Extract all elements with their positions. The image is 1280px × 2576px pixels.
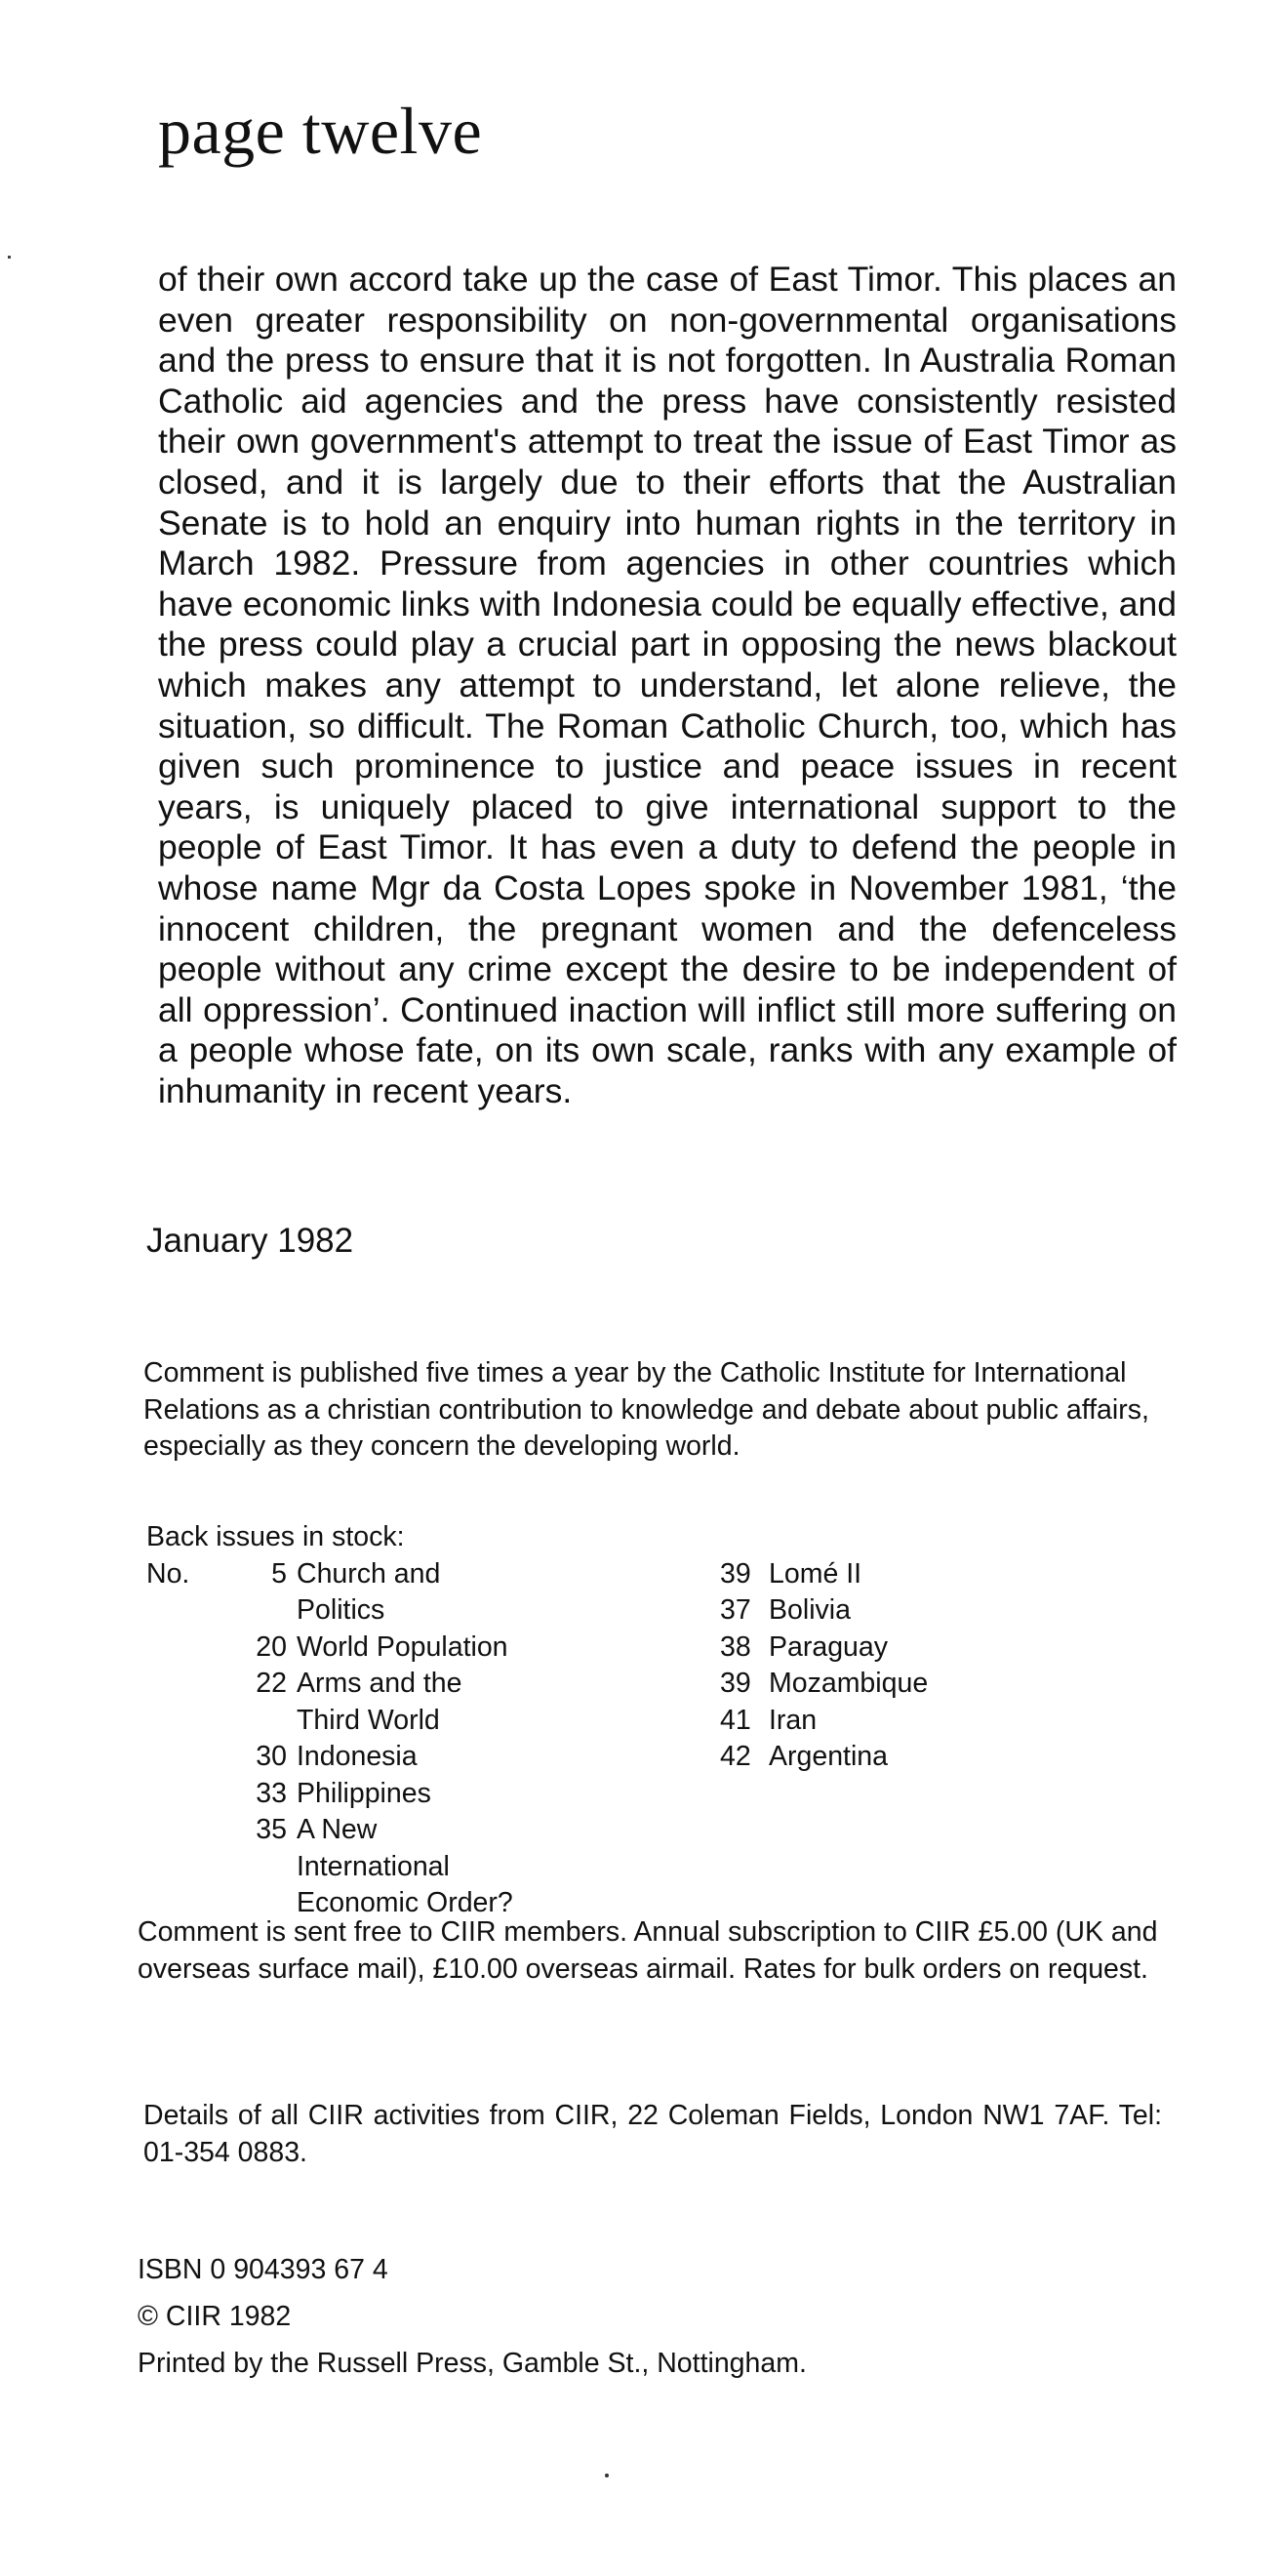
issue-number: 33 — [256, 1777, 287, 1809]
back-issues-right-column — [720, 1556, 1110, 1776]
subscription-info: Comment is sent free to CIIR members. Annual subscription to CIIR £5.00 (UK and overseas surface mail), £10.00 overseas airmail. Rates for bulk orders on request. — [138, 1916, 1158, 1985]
issue-title: Philippines — [297, 1777, 431, 1809]
isbn: ISBN 0 904393 67 4 — [138, 2254, 388, 2285]
list-item — [720, 1703, 1110, 1740]
colophon — [138, 2246, 1113, 2387]
issue-number: 42 — [720, 1741, 751, 1772]
issue-number: 39 — [720, 1668, 751, 1699]
printer-credit: Printed by the Russell Press, Gamble St., Nottingham. — [138, 2348, 807, 2379]
issue-title: Church and Politics — [297, 1557, 441, 1626]
issue-title: World Population — [297, 1630, 508, 1663]
list-item — [238, 1666, 784, 1739]
issue-title: A New International Economic Order? — [297, 1814, 513, 1918]
issue-number: 39 — [720, 1557, 751, 1590]
copyright: © CIIR 1982 — [138, 2301, 292, 2332]
issue-title: Bolivia — [769, 1594, 851, 1626]
list-item — [238, 1556, 784, 1630]
back-issues-columns — [146, 1556, 1180, 1918]
issue-number-label: No. — [146, 1557, 190, 1590]
list-item — [720, 1630, 1110, 1667]
list-item — [238, 1739, 784, 1776]
issue-number: 41 — [720, 1704, 751, 1736]
list-item — [238, 1812, 784, 1922]
issue-number: 38 — [720, 1630, 751, 1663]
page-dot — [605, 2474, 609, 2477]
issue-title: Lomé II — [769, 1557, 862, 1590]
list-item — [238, 1630, 784, 1667]
issue-title: Argentina — [769, 1741, 889, 1772]
back-issues-title: Back issues in stock: — [146, 1521, 405, 1552]
issue-number: 20 — [256, 1630, 287, 1663]
issue-title: Iran — [769, 1704, 818, 1736]
body-paragraph: of their own accord take up the case of East Timor. This places an even greater responsibility on non-governmental organisations and the press to ensure that it is not forgotten. In Australia Roman Catholic aid agencies and the press have consistently resisted their own government's attempt to treat the issue of East Timor as closed, and it is largely due to their efforts that the Australian Senate is to hold an enquiry into human rights in the territory in March 1982. Pressure from agencies in other countries which have economic links with Indonesia could be equally effective, and the press could play a crucial part in opposing the news blackout which makes any attempt to understand, let alone relieve, the situation, so difficult. The Roman Catholic Church, too, which has given such prominence to justice and peace issues in recent years, is uniquely placed to give international support to the people of East Timor. It has even a duty to defend the people in whose name Mgr da Costa Lopes spoke in November 1981, ‘the innocent children, the pregnant women and the defenceless people without any crime except the desire to be independent of all oppression’. Continued inaction will inflict still more suffering on a people whose fate, on its own scale, ranks with any example of inhumanity in recent years. — [158, 260, 1177, 1110]
list-item — [720, 1592, 1110, 1630]
issue-number: 30 — [256, 1741, 287, 1772]
issue-number: 22 — [256, 1668, 287, 1699]
contact-details: Details of all CIIR activities from CIIR, 22 Coleman Fields, London NW1 7AF. Tel: 01-354 0883. — [143, 2100, 1162, 2168]
issue-title: Arms and the Third World — [297, 1668, 462, 1736]
back-issues-left-column — [238, 1556, 784, 1922]
scan-mark — [8, 256, 11, 259]
issue-number: 37 — [720, 1594, 751, 1626]
issue-number: 35 — [256, 1814, 287, 1845]
list-item — [720, 1556, 1110, 1593]
about-publication: Comment is published five times a year by the Catholic Institute for International Relations as a christian contribution to knowledge and debate about public affairs, especially as they concern the developing world. — [143, 1357, 1149, 1462]
issue-title: Indonesia — [297, 1741, 418, 1772]
list-item — [720, 1666, 1110, 1703]
list-item — [238, 1776, 784, 1813]
issue-title: Mozambique — [769, 1668, 929, 1699]
page-heading: page twelve — [158, 94, 483, 168]
issue-title: Paraguay — [769, 1630, 889, 1663]
date-line: January 1982 — [146, 1222, 354, 1260]
back-issues-list — [146, 1519, 1180, 1918]
list-item — [720, 1739, 1110, 1776]
issue-number: 5 — [271, 1557, 287, 1590]
